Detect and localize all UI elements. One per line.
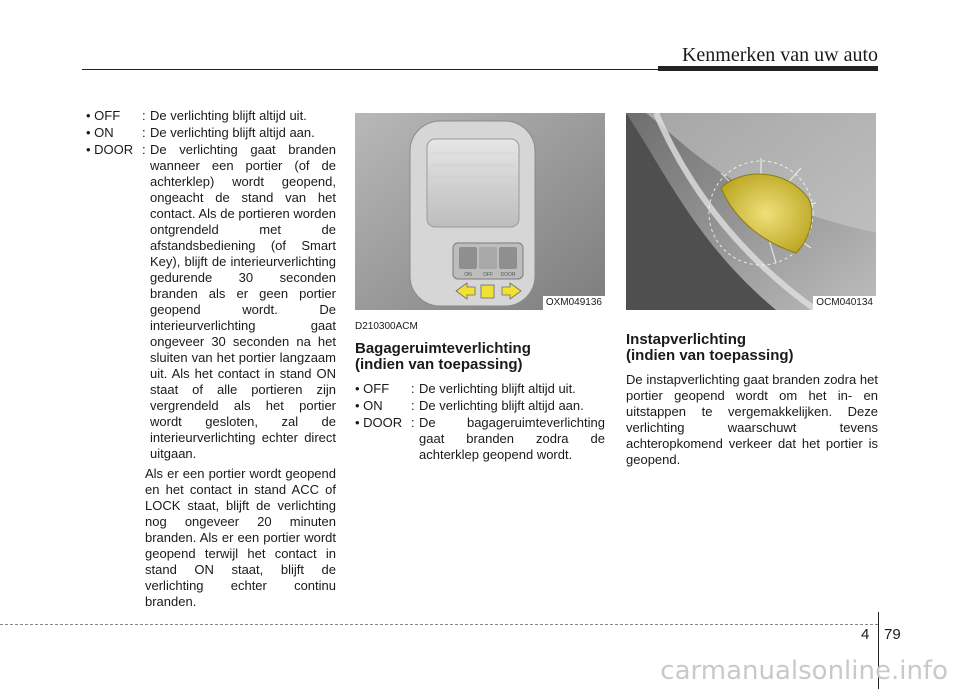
switch-label-on: ON — [464, 272, 472, 278]
section-title-line1: Instapverlichting — [626, 331, 747, 348]
section-title-line1: Bagageruimteverlichting — [355, 340, 531, 357]
bullet-colon: : — [411, 415, 415, 430]
bullet-key: • ON — [355, 398, 383, 413]
section-title-line2: (indien van toepassing) — [355, 356, 523, 373]
bullet-colon: : — [411, 398, 415, 413]
bullet-key: • OFF — [86, 108, 121, 123]
bullet-colon: : — [411, 381, 415, 396]
switch-label-off: OFF — [483, 272, 493, 278]
chapter-number: 4 — [861, 626, 870, 643]
bullet-key: • ON — [86, 125, 114, 140]
bullet-door — [355, 415, 605, 463]
room-lamp-illustration — [355, 113, 605, 310]
room-lamp-figure — [355, 113, 605, 310]
bullet-on — [86, 125, 336, 141]
left-column — [86, 108, 336, 610]
bullet-text: De bagageruimteverlichting gaat branden zodra de achterklep geopend wordt. — [419, 415, 605, 462]
bullet-text: De verlichting blijft altijd aan. — [419, 398, 584, 413]
bullet-colon: : — [142, 125, 146, 140]
header-rule-accent — [658, 66, 878, 71]
section-title — [355, 341, 605, 373]
footer-rule — [0, 624, 878, 625]
section-title — [626, 332, 878, 364]
bullet-key: • DOOR — [86, 142, 134, 157]
bullet-off — [355, 381, 605, 397]
page-header-title: Kenmerken van uw auto — [681, 44, 878, 66]
switch-label-door: DOOR — [500, 272, 516, 278]
middle-column — [355, 113, 605, 464]
bullet-off — [86, 108, 336, 124]
right-column — [626, 113, 878, 468]
watermark: carmanualsonline.info — [660, 656, 948, 686]
figure-code: OCM040134 — [813, 296, 876, 310]
bullet-key: • DOOR — [355, 415, 403, 430]
section-title-line2: (indien van toepassing) — [626, 347, 794, 364]
page-number: 79 — [884, 626, 901, 643]
section-paragraph: De instapverlichting gaat branden zodra het portier geopend wordt om het in- en uitstappen te vergemakkelijken. Deze verlichting waarschuwt tevens achteropkomend verkeer dat het portier is geopend. — [626, 372, 878, 467]
bullet-door — [86, 142, 336, 462]
courtesy-lamp-illustration — [626, 113, 876, 310]
bullet-text: De verlichting blijft altijd uit. — [150, 108, 307, 123]
bullet-text: De verlichting blijft altijd aan. — [150, 125, 315, 140]
square-marker-icon — [481, 285, 494, 298]
bullet-colon: : — [142, 108, 146, 123]
extra-paragraph: Als er een portier wordt geopend en het contact in stand ACC of LOCK staat, blijft de verlichting nog ongeveer 20 minuten branden. Als er een portier wordt geopend terwijl het contact in stand ON staat, blijft de verlichting echter continu branden. — [145, 466, 336, 609]
bullet-on — [355, 398, 605, 414]
bullet-colon: : — [142, 142, 146, 157]
courtesy-lamp-figure — [626, 113, 876, 310]
figure-code: OXM049136 — [543, 296, 605, 310]
bullet-text: De verlichting blijft altijd uit. — [419, 381, 576, 396]
header-rule — [82, 69, 660, 70]
bullet-key: • OFF — [355, 381, 390, 396]
bullet-text: De verlichting gaat branden wanneer een portier (of de achterklep) wordt geopend, ongeacht de stand van het contact. Als de portieren worden ontgrendeld met de afstandsbediening (of Smart Key), blijft de interieurverlichting gedurende 30 seconden branden als er geen portier geopend wordt. De interieurverlichting gaat ongeveer 30 seconden na het sluiten van het portier langzaam uit. Als het contact in stand ON staat of alle portieren zijn vergrendeld als het portier wordt gesloten, zal de interieurverlichting echter direct uitgaan. — [150, 142, 336, 461]
section-code: D210300ACM — [355, 321, 418, 332]
